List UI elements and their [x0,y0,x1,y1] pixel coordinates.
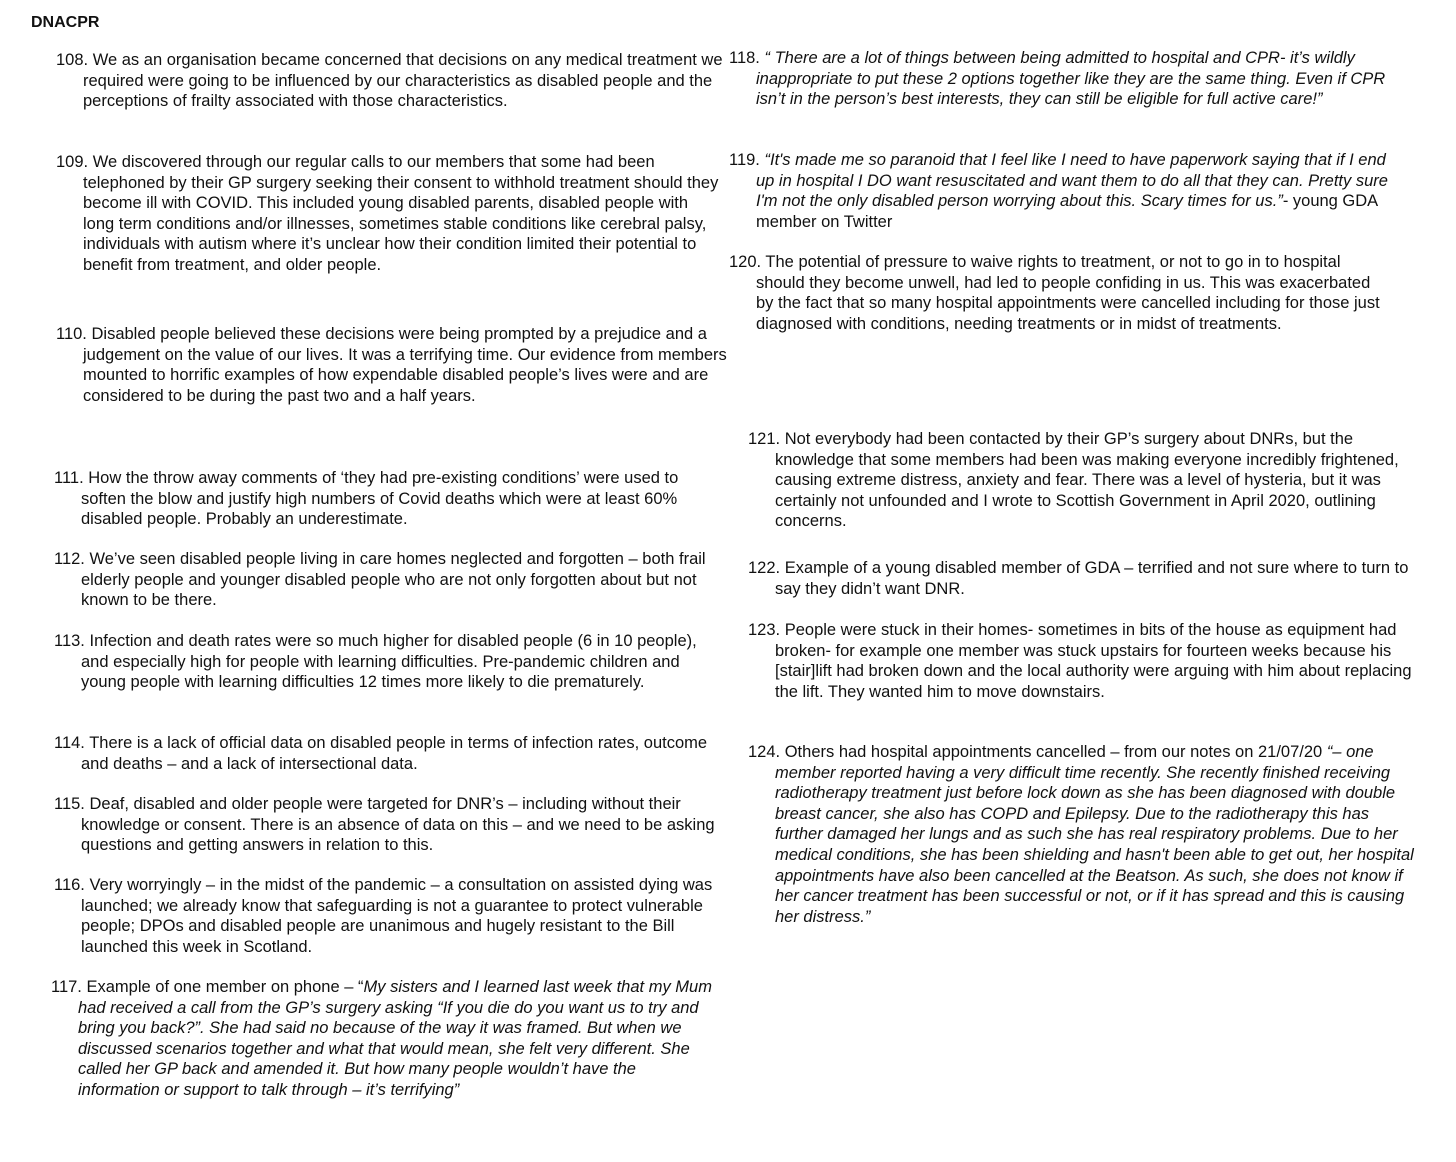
paragraph-number: 111. [54,469,84,487]
paragraph-number: 124. [748,743,781,761]
paragraph-text: We discovered through our regular calls to our members that some had been telephoned by their GP surgery seeking their consent to withhold treatment should they become ill with COVID. This included young disabled parents, disabled people with long term conditions and/or illnesses, sometimes stable conditions like cerebral palsy, individuals with autism where it’s unclear how their condition limited their potential to benefit from treatment, and older people. [83,153,719,274]
paragraph-text: Infection and death rates were so much higher for disabled people (6 in 10 people), and especially high for people with learning difficulties. Pre-pandemic children and young people with learning difficulties 12 times more likely to die prematurely. [81,632,697,692]
paragraph-text: How the throw away comments of ‘they had pre-existing conditions’ were used to soften the blow and justify high numbers of Covid deaths which were at least 60% disabled people. Probably an underestimate. [81,469,679,529]
paragraph-122 [748,558,1415,599]
quote-text: My sisters and I learned last week that my Mum had received a call from the GP’s surgery asking “If you die do you want us to try and bring you back?”. She had said no because of the way it was framed. But when we discussed scenarios together and what that would mean, she felt very different. She called her GP back and amended it. But how many people wouldn’t have the information or support to talk through – it’s terrifying” [78,978,712,1099]
paragraph-text: Others had hospital appointments cancelled – from our notes on 21/07/20 [784,743,1327,761]
paragraph-112 [54,549,721,611]
paragraph-number: 121. [748,430,781,448]
paragraph-108 [56,50,723,112]
paragraph-text: We as an organisation became concerned that decisions on any medical treatment we required were going to be influenced by our characteristics as disabled people and the perceptions of frailty associated with those characteristics. [83,51,723,111]
paragraph-number: 113. [54,632,85,650]
paragraph-text: The potential of pressure to waive rights to treatment, or not to go in to hospital should they become unwell, had led to people confiding in us. This was exacerbated by the fact that so many hospital appointments were cancelled including for those just diagnosed with conditions, needing treatments or in midst of treatments. [756,253,1380,333]
paragraph-114 [54,733,721,774]
paragraph-text: Disabled people believed these decisions were being prompted by a prejudice and a judgement on the value of our lives. It was a terrifying time. Our evidence from members mounted to horrific examples of how expendable disabled people’s lives were and are considered to be during the past two and a half years. [83,325,727,405]
paragraph-text: There is a lack of official data on disabled people in terms of infection rates, outcome and deaths – and a lack of intersectional data. [81,734,708,773]
paragraph-text: Example of one member on phone – “ [86,978,364,996]
attribution-text: - young GDA member on Twitter [756,192,1378,231]
quote-text: “It's made me so paranoid that I feel like I need to have paperwork saying that if I end up in hospital I DO want resuscitated and want them to do all that they can. Pretty sure I'm not the only disabled person worrying about this. Scary times for us.” [756,151,1388,211]
paragraph-number: 120. [729,253,762,271]
paragraph-118 [729,48,1390,110]
paragraph-115 [54,794,721,856]
quote-text: “ There are a lot of things between being admitted to hospital and CPR- it’s wildly inappropriate to put these 2 options together like they are the same thing. Even if CPR isn’t in the person’s best interests, they can still be eligible for full active care!” [756,49,1386,109]
paragraph-text: Example of a young disabled member of GDA – terrified and not sure where to turn to say they didn’t want DNR. [775,559,1409,598]
paragraph-number: 117. [51,978,82,996]
paragraph-117 [51,977,718,1101]
paragraph-text: People were stuck in their homes- sometimes in bits of the house as equipment had broken- for example one member was stuck upstairs for fourteen weeks because his [stair]lift had broken down and the local authority were arguing with him about replacing the lift. They wanted him to move downstairs. [775,621,1412,701]
paragraph-number: 116. [54,876,85,894]
paragraph-number: 119. [729,151,760,169]
paragraph-text: Deaf, disabled and older people were targeted for DNR’s – including without their knowledge or consent. There is an absence of data on this – and we need to be asking questions and getting answers in relation to this. [81,795,715,855]
paragraph-123 [748,620,1415,702]
quote-text: “– one member reported having a very difficult time recently. She recently finished receiving radiotherapy treatment just before lock down as she has been diagnosed with double breast cancer, she also has COPD and Epilepsy. Due to the radiotherapy this has further damaged her lungs and as such she has real respiratory problems. Due to her medical conditions, she has been shielding and hasn't been able to get out, her hospital appointments have also been cancelled at the Beatson. As such, she does not know if her cancer treatment has been successful or not, or if it has spread and this is causing her distress.” [775,743,1414,926]
paragraph-121 [748,429,1415,532]
paragraph-number: 115. [54,795,85,813]
paragraph-text: Very worryingly – in the midst of the pandemic – a consultation on assisted dying was launched; we already know that safeguarding is not a guarantee to protect vulnerable people; DPOs and disabled people are unanimous and hugely resistant to the Bill launched this week in Scotland. [81,876,713,956]
paragraph-number: 109. [56,153,89,171]
document-heading: DNACPR [31,14,100,31]
paragraph-number: 114. [54,734,85,752]
paragraph-110 [56,324,728,406]
paragraph-111 [54,468,721,530]
paragraph-number: 118. [729,49,760,67]
paragraph-120 [729,252,1390,334]
paragraph-text: Not everybody had been contacted by their GP’s surgery about DNRs, but the knowledge that some members had been was making everyone incredibly frightened, causing extreme distress, anxiety and fear. There was a level of hysteria, but it was certainly not unfounded and I wrote to Scottish Government in April 2020, outlining concerns. [775,430,1399,531]
paragraph-124 [748,742,1415,927]
paragraph-109 [56,152,723,276]
paragraph-number: 112. [54,550,85,568]
paragraph-number: 122. [748,559,781,577]
paragraph-119 [729,150,1390,232]
paragraph-116 [54,875,721,957]
paragraph-number: 110. [56,325,87,343]
paragraph-number: 108. [56,51,89,69]
paragraph-text: We’ve seen disabled people living in care homes neglected and forgotten – both frail elderly people and younger disabled people who are not only forgotten about but not known to be there. [81,550,706,610]
paragraph-113 [54,631,721,693]
paragraph-number: 123. [748,621,781,639]
